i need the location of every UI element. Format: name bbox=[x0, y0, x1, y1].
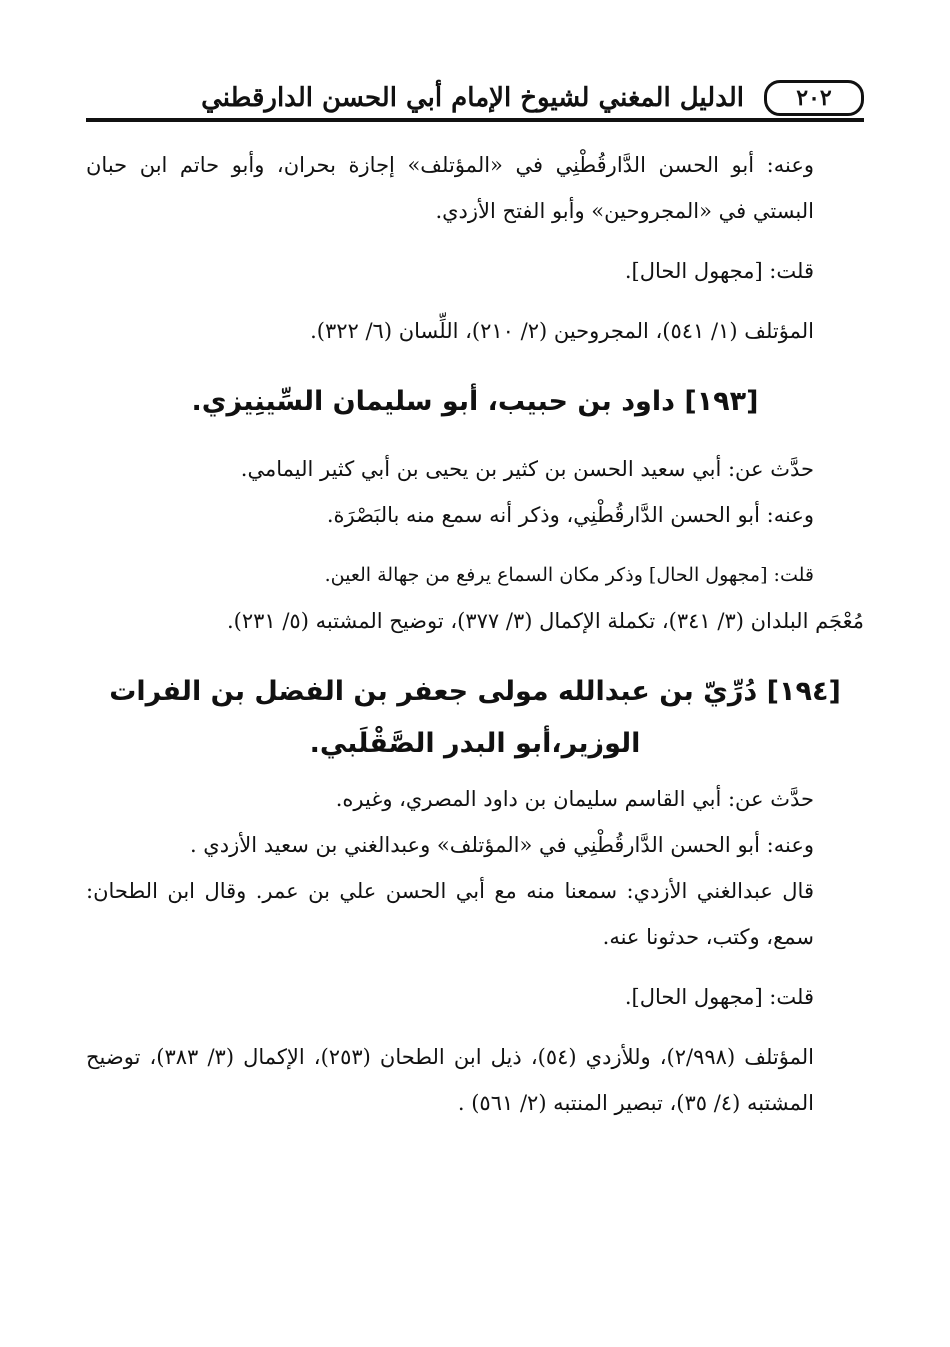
page-header bbox=[86, 78, 864, 122]
entry-192-sources: المؤتلف (١/ ٥٤١)، المجروحين (٢/ ٢١٠)، اللِّسان (٦/ ٣٢٢). bbox=[310, 319, 814, 343]
entry-192-from-him: وعنه: أبو الحسن الدَّارقُطْنِي في «المؤتلف» إجازة بحران، وأبو حاتم ابن حبان البستي في «المجروحين» وأبو الفتح الأزدي. bbox=[86, 153, 814, 223]
entry-193-sources: مُعْجَم البلدان (٣/ ٣٤١)، تكملة الإكمال (٣/ ٣٧٧)، توضيح المشتبه (٥/ ٢٣١). bbox=[226, 609, 864, 633]
entry-193-from-him: وعنه: أبو الحسن الدَّارقُطْنِي، وذكر أنه سمع منه بالبَصْرَة. bbox=[326, 503, 814, 527]
entry-194-sources: المؤتلف (٢/٩٩٨)، وللأزدي (٥٤)، ذيل ابن الطحان (٢٥٣)، الإكمال (٣/ ٣٨٣)، توضيح المشتبه (٤/ ٣٥)، تبصير المنتبه (٢/ ٥٦١) . bbox=[86, 1045, 815, 1115]
header-rule bbox=[86, 118, 864, 122]
entry-192-verdict: قلت: [مجهول الحال]. bbox=[624, 259, 814, 283]
entry-193-narrated-from: حدَّث عن: أبي سعيد الحسن بن كثير بن يحيى بن أبي كثير اليمامي. bbox=[240, 457, 814, 481]
entry-194-quote: قال عبدالغني الأزدي: سمعنا منه مع أبي الحسن علي بن عمر. وقال ابن الطحان: سمع، وكتب، حدثونا عنه. bbox=[86, 879, 814, 949]
entry-193-verdict: قلت: [مجهول الحال] وذكر مكان السماع يرفع من جهالة العين. bbox=[324, 564, 814, 586]
entry-194-verdict: قلت: [مجهول الحال]. bbox=[624, 985, 814, 1009]
entry-194-heading-line1: [١٩٤] دُرِّيّ بن عبدالله مولى جعفر بن الفضل بن الفرات bbox=[109, 676, 841, 707]
entry-194-from-him: وعنه: أبو الحسن الدَّارقُطْنِي في «المؤتلف» وعبدالغني بن سعيد الأزدي . bbox=[189, 833, 814, 857]
entry-194-heading-line2: الوزير،أبو البدر الصَّقْلَبي. bbox=[309, 728, 641, 759]
running-title: الدليل المغني لشيوخ الإمام أبي الحسن الدارقطني bbox=[201, 83, 744, 113]
entry-194-narrated-from: حدَّث عن: أبي القاسم سليمان بن داود المصري، وغيره. bbox=[335, 787, 814, 811]
entry-193-heading: [١٩٣] داود بن حبيب، أبو سليمان السِّينِيزي. bbox=[191, 386, 759, 417]
entry-194-heading bbox=[86, 666, 864, 770]
page-body bbox=[86, 142, 864, 1126]
page-number: ٢٠٢ bbox=[764, 80, 864, 116]
